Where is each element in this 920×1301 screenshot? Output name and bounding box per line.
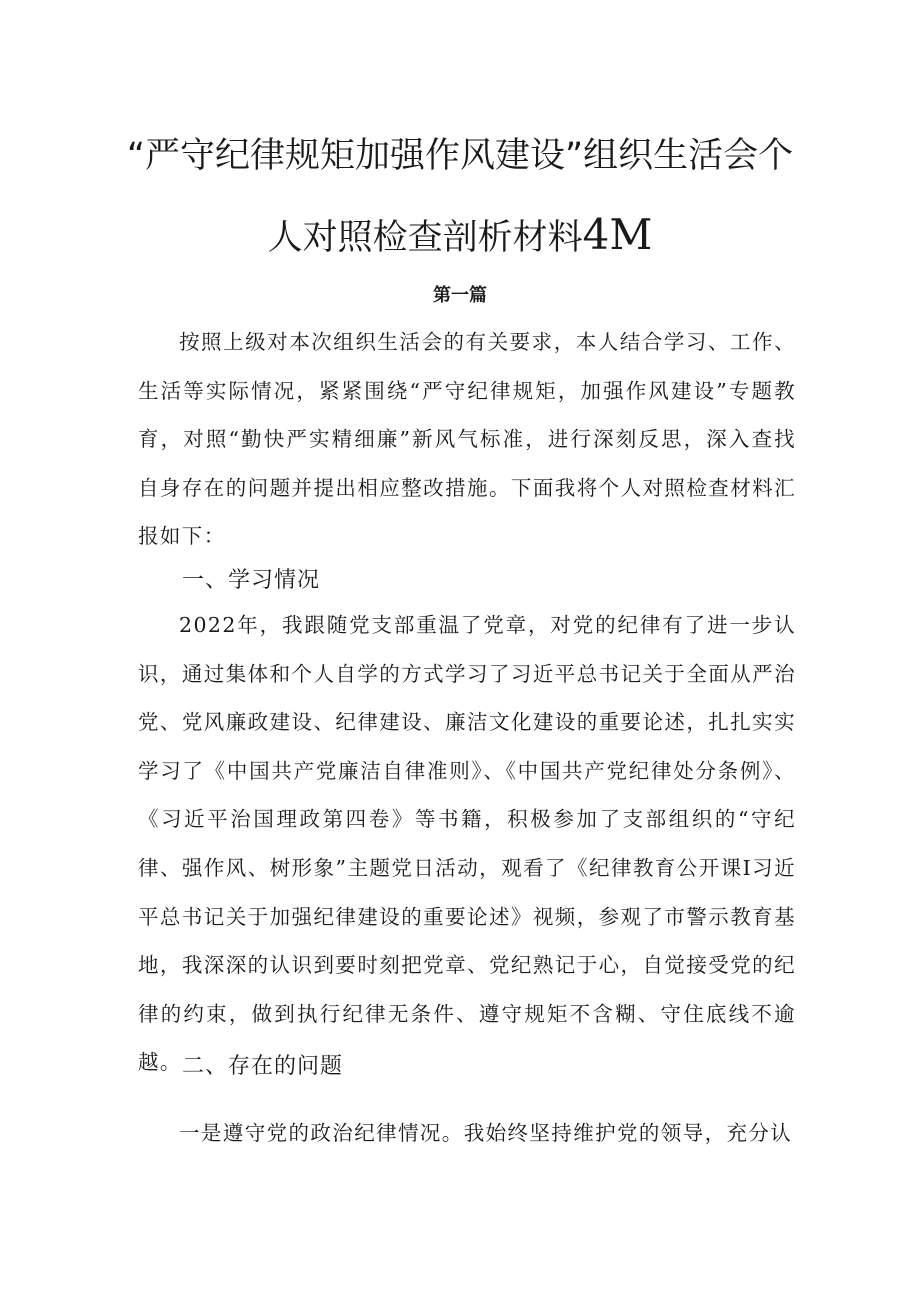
section-heading-problems: 二、存在的问题 [182,1054,344,1079]
title-text-2: 人对照检查剖析材料 [267,218,583,258]
intro-paragraph: 按照上级对本次组织生活会的有关要求，本人结合学习、工作、生活等实际情况，紧紧围绕“严守纪律规矩，加强作风建设”专题教育，对照“勤快严实精细廉”新风气标准，进行深刻反思，深入查找自身存在的问题并提出相应整改措施。下面我将个人对照检查材料汇报如下： [138,330,796,549]
document-title-line-1 [0,128,920,178]
document-subtitle: 第一篇 [433,285,487,306]
document-title-line-2 [0,210,920,260]
title-text-1: “严守纪律规矩加强作风建设”组织生活会个 [126,136,794,176]
problems-paragraph: 一是遵守党的政治纪律情况。我始终坚持维护党的领导，充分认 [179,1121,793,1145]
study-paragraph: 2022年，我跟随党支部重温了党章，对党的纪律有了进一步认识，通过集体和个人自学的方式学习了习近平总书记关于全面从严治党、党风廉政建设、纪律建设、廉洁文化建设的重要论述，扎扎实实学习了《中国共产党廉洁自律准则》、《中国共产党纪律处分条例》、《习近平治国理政第四卷》等书籍，积极参加了支部组织的“守纪律、强作风、树形象”主题党日活动，观看了《纪律教育公开课I习近平总书记关于加强纪律建设的重要论述》视频，参观了市警示教育基地，我深深的认识到要时刻把党章、党纪熟记于心，自觉接受党的纪律的约束，做到执行纪律无条件、遵守规矩不含糊、守住底线不逾越。 [138,613,796,1075]
section-heading-study: 一、学习情况 [182,568,321,593]
title-suffix: 4M [582,210,653,259]
